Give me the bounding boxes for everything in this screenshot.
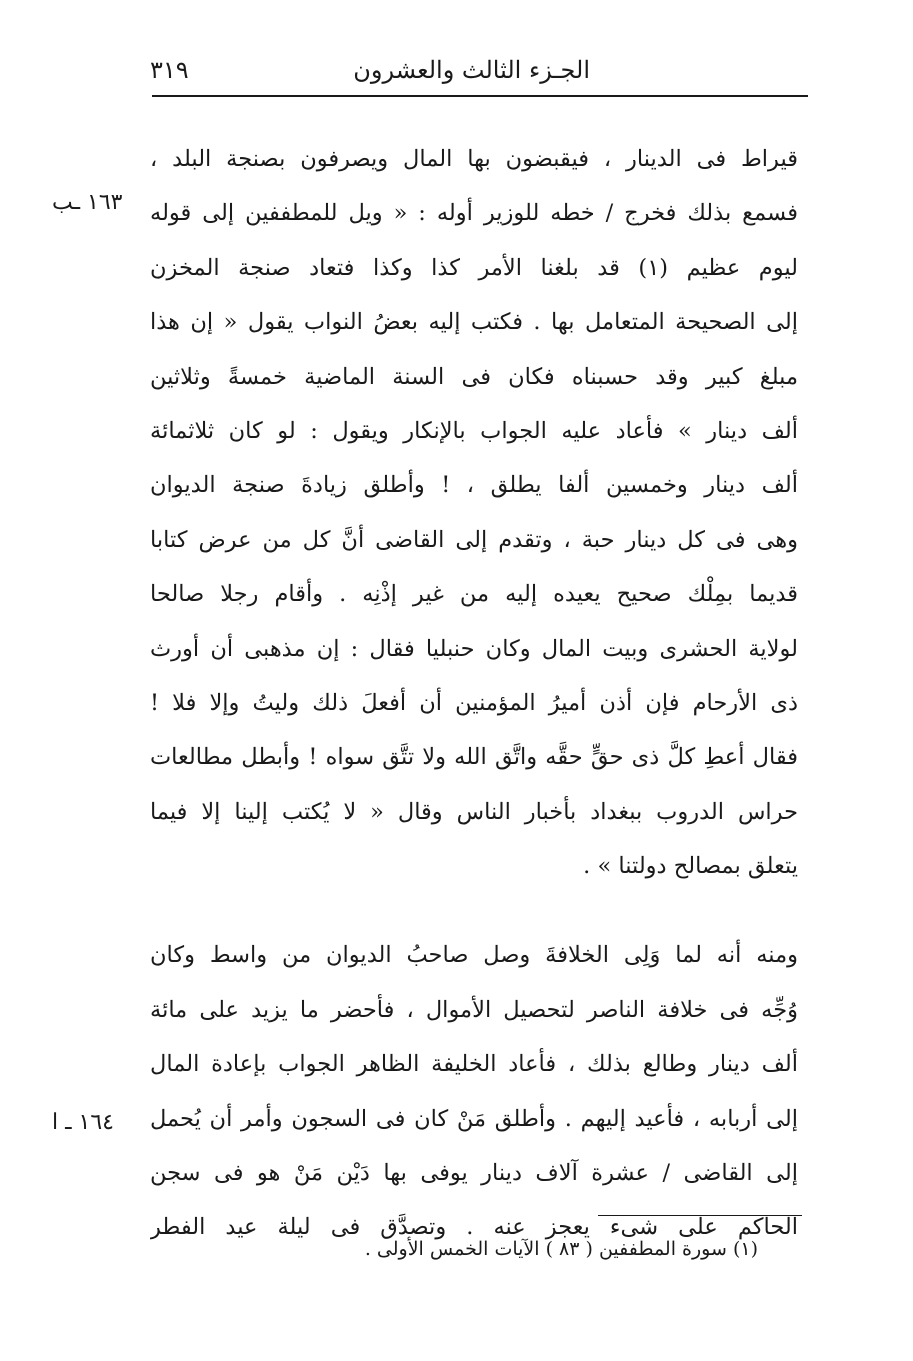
text-line: قديما بمِلْك صحيح يعيده إليه من غير إذْنِه . وأقام رجلا صالحا xyxy=(150,581,798,608)
text-line: ألف دينار » فأعاد عليه الجواب بالإنكار ويقول : لو كان ثلاثمائة xyxy=(150,417,798,444)
header-rule xyxy=(152,95,808,97)
page-number: ٣١٩ xyxy=(150,56,189,84)
header-title: الجـزء الثالث والعشرون xyxy=(353,56,590,84)
text-line: إلى الصحيحة المتعامل بها . فكتب إليه بعضُ النواب يقول « إن هذا xyxy=(150,309,798,336)
text-line: وهى فى كل دينار حبة ، وتقدم إلى القاضى أنَّ كل من عرض كتابا xyxy=(150,526,798,553)
footnote: (١) سورة المطففين ( ٨٣ ) الآيات الخمس الأولى . xyxy=(364,1238,758,1260)
margin-note-folio-164a: ١٦٤ ـ ا xyxy=(52,1110,114,1135)
footnote-rule xyxy=(598,1215,802,1216)
text-line: فقال أعطِ كلَّ ذى حقٍّ حقَّه واتَّق الله ولا تتَّق سواه ! وأبطل مطالعات xyxy=(150,744,798,771)
text-line: حراس الدروب ببغداد بأخبار الناس وقال « لا يُكتب إلينا إلا فيما xyxy=(150,798,798,825)
text-line: إلى القاضى / عشرة آلاف دينار يوفى بها دَيْن مَنْ هو فى سجن xyxy=(150,1160,798,1187)
paragraph-gap xyxy=(150,893,798,928)
paragraph-1 xyxy=(150,132,798,893)
text-line: وُجِّه فى خلافة الناصر لتحصيل الأموال ، فأحضر ما يزيد على مائة xyxy=(150,996,798,1023)
text-line: ليوم عظيم (١) قد بلغنا الأمر كذا وكذا فتعاد صنجة المخزن xyxy=(150,254,798,281)
text-line: قيراط فى الدينار ، فيقبضون بها المال ويصرفون بصنجة البلد ، xyxy=(150,146,798,172)
text-line: ألف دينار وطالع بذلك ، فأعاد الخليفة الظاهر الجواب بإعادة المال xyxy=(150,1051,798,1078)
text-line: يتعلق بمصالح دولتنا » . xyxy=(583,853,798,880)
text-line: لولاية الحشرى وبيت المال وكان حنبليا فقال : إن مذهبى أن أورث xyxy=(150,635,798,662)
text-line: ومنه أنه لما وَلِى الخلافةَ وصل صاحبُ الديوان من واسط وكان xyxy=(150,942,798,969)
text-line: الحاكم على شىء يعجز عنه . وتصدَّق فى ليلة عيد الفطر xyxy=(150,1214,798,1241)
paragraph-2 xyxy=(150,928,798,1254)
text-line: ألف دينار وخمسين ألفا يطلق ، ! وأطلق زيادةَ صنجة الديوان xyxy=(150,472,798,499)
text-line: فسمع بذلك فخرج / خطه للوزير أوله : « ويل للمطففين إلى قوله xyxy=(150,200,798,227)
margin-note-folio-163b: ١٦٣ ـب xyxy=(52,190,123,215)
body-text xyxy=(150,132,798,1255)
text-line: إلى أربابه ، فأعيد إليهم . وأطلق مَنْ كان فى السجون وأمر أن يُحمل xyxy=(150,1105,798,1132)
text-line: مبلغ كبير وقد حسبناه فكان فى السنة الماضية خمسةً وثلاثين xyxy=(150,363,798,390)
text-line: ذى الأرحام فإن أذن أميرُ المؤمنين أن أفعلَ ذلك وليتُ وإلا فلا ! xyxy=(150,689,798,716)
running-header xyxy=(150,50,808,90)
